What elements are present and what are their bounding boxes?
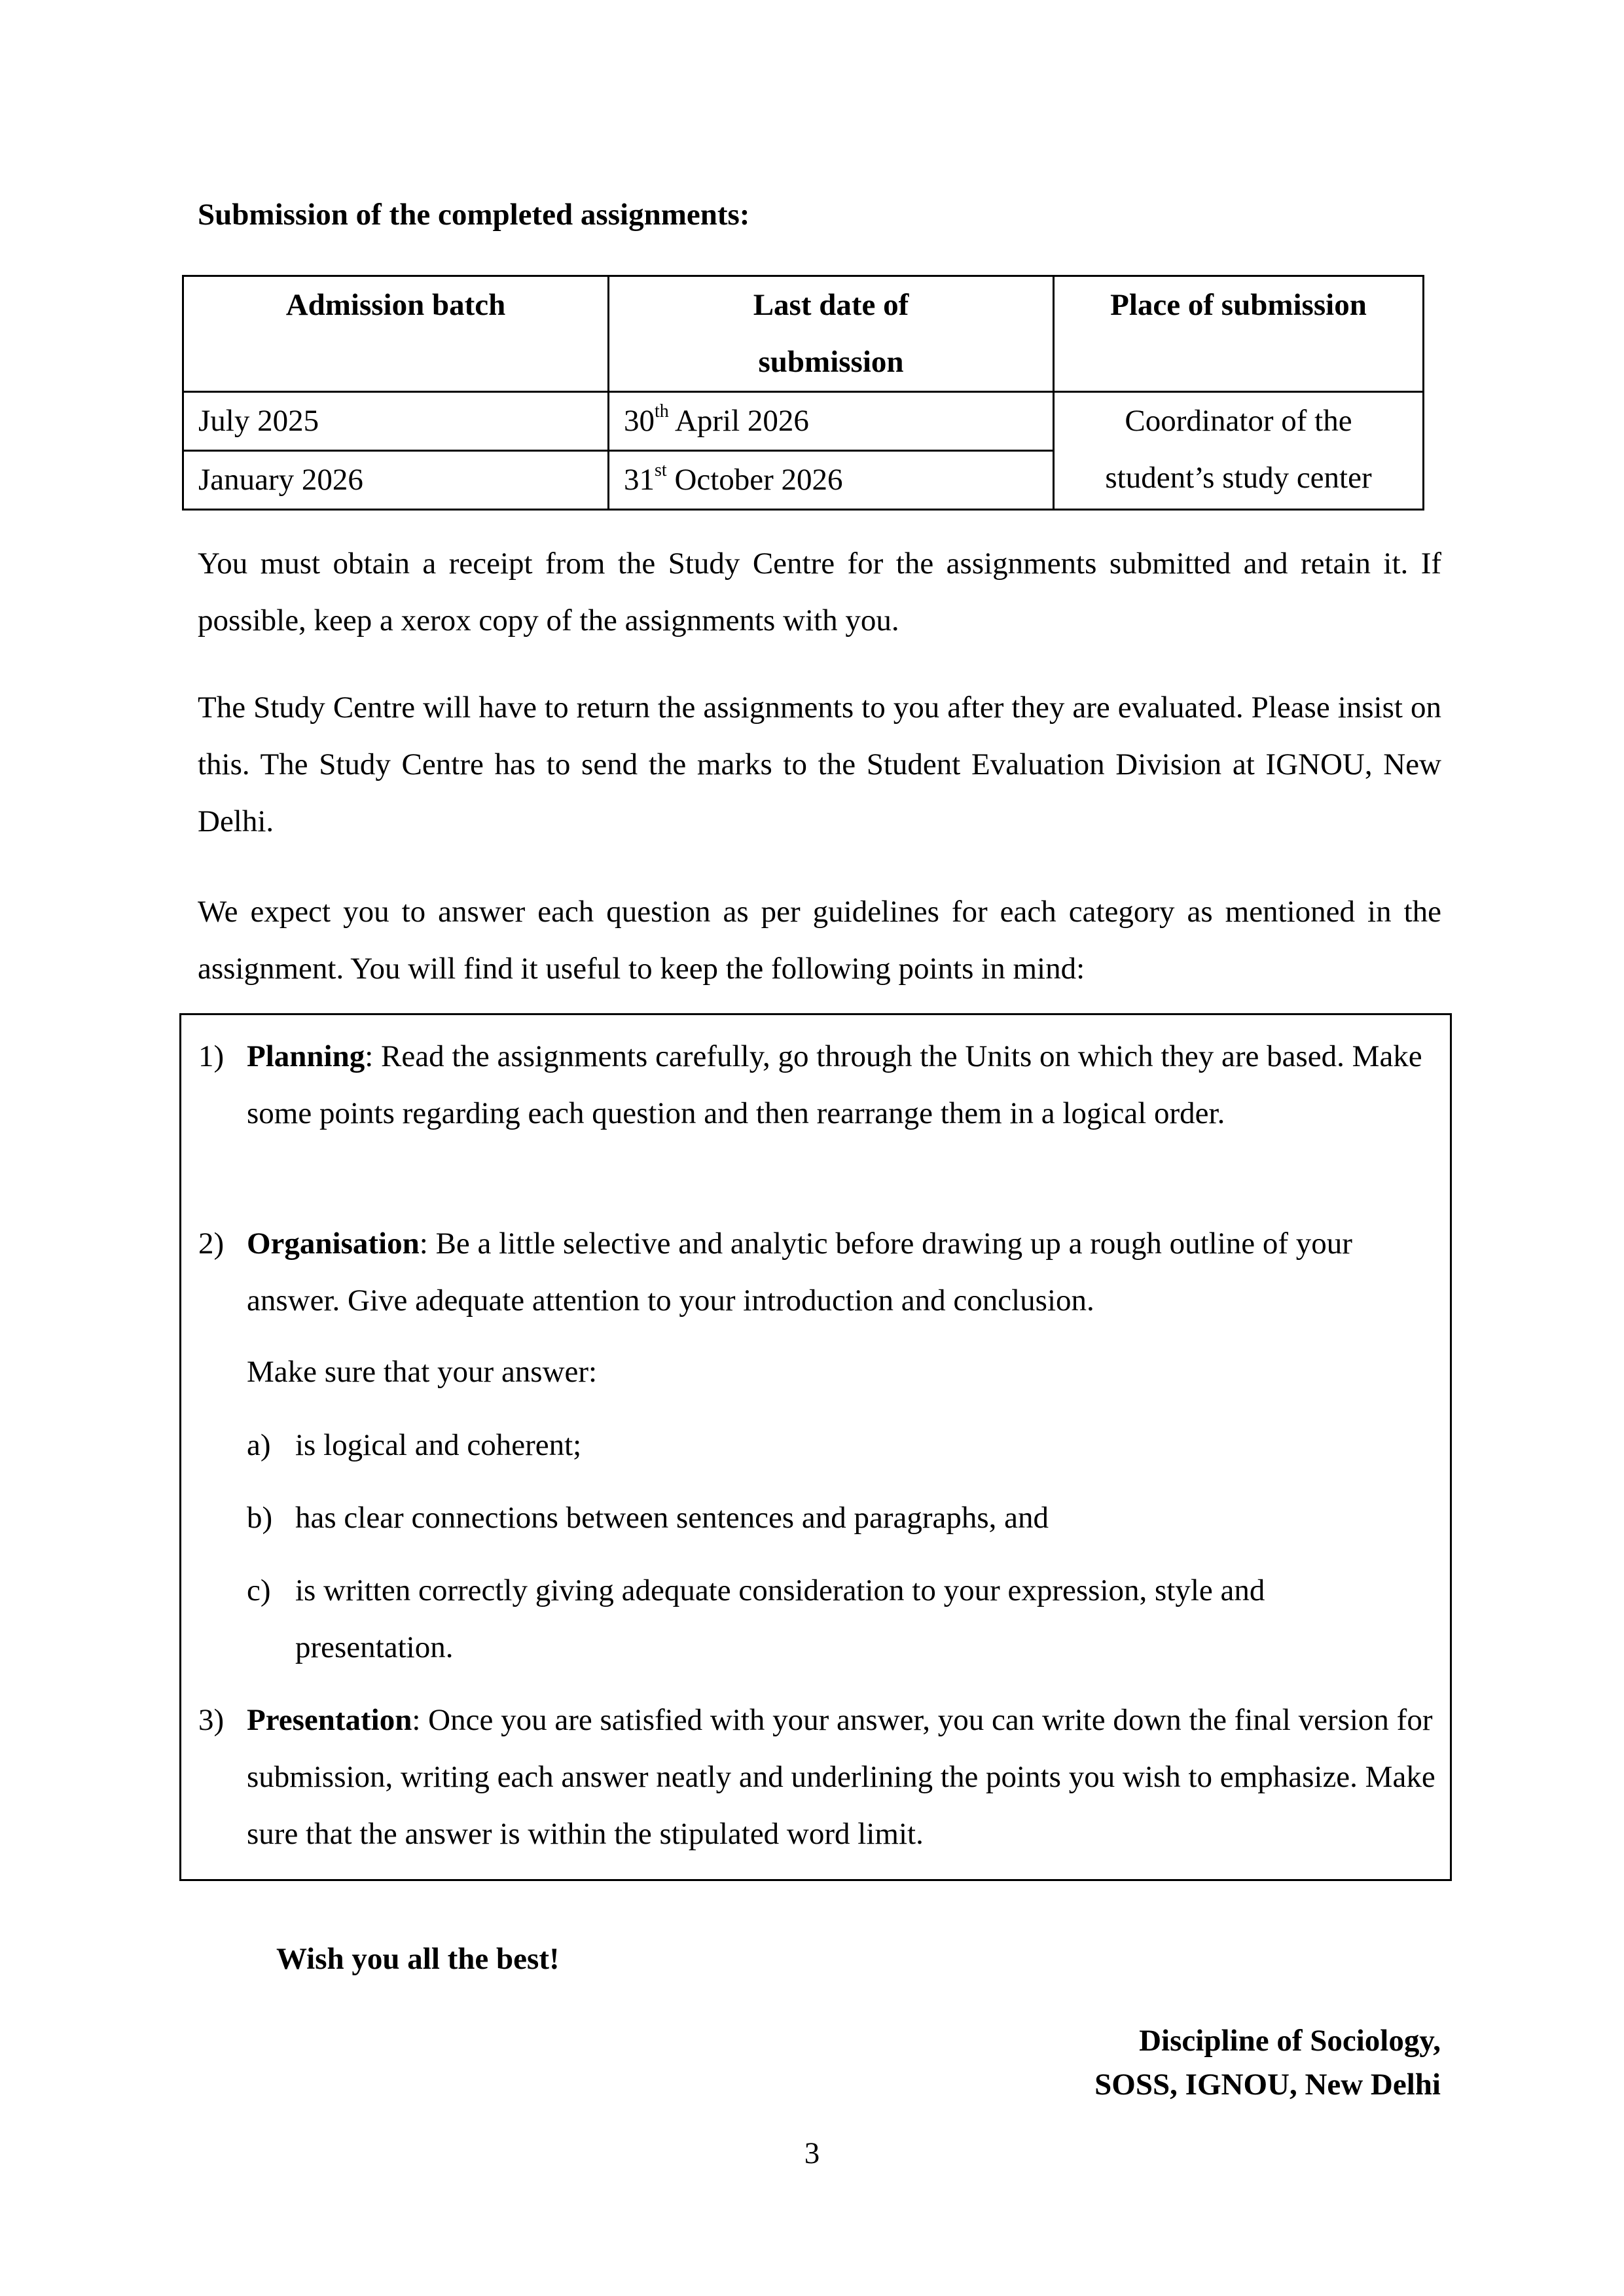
item-body: : Read the assignments carefully, go through the Units on which they are based. Make some points regarding each question and then rearrange them in a logical order.: [247, 1039, 1422, 1130]
column-header-text: Last date of submission: [753, 288, 909, 379]
date-day: 31: [624, 463, 655, 497]
item-text: [247, 1215, 1451, 1329]
date-rest: October 2026: [666, 463, 843, 497]
item-title: Organisation: [247, 1227, 420, 1261]
signature-line-1: Discipline of Sociology,: [1139, 2024, 1441, 2058]
date-cell: [609, 451, 1054, 510]
column-header: Place of submission: [1054, 276, 1424, 392]
item-title: Planning: [247, 1039, 365, 1073]
item-title: Presentation: [247, 1703, 412, 1737]
signature-line-2: SOSS, IGNOU, New Delhi: [1094, 2068, 1441, 2102]
item-text: [247, 1692, 1451, 1863]
page-number: 3: [804, 2136, 820, 2170]
date-day: 30: [624, 404, 655, 438]
item-body: : Once you are satisfied with your answer, you can write down the final version for submission, writing each answer neatly and underlining the points you wish to emphasize. Make sure that the answer is within the stipulated word limit.: [247, 1703, 1435, 1851]
date-suffix: th: [655, 401, 669, 422]
item-text: [247, 1028, 1451, 1142]
make-sure-text: Make sure that your answer:: [247, 1355, 598, 1389]
section-heading: Submission of the completed assignments:: [198, 198, 750, 232]
sub-item-text: has clear connections between sentences and paragraphs, and: [295, 1501, 1049, 1535]
column-header: [609, 276, 1054, 392]
column-header: Admission batch: [183, 276, 609, 392]
return-paragraph: The Study Centre will have to return the assignments to you after they are evaluated. Please insist on this. The Study Centre has to send the marks to the Student Evaluation Division at IGNOU, New Delhi.: [198, 691, 1441, 838]
place-cell: [1054, 392, 1424, 510]
guidelines-box: [179, 1013, 1452, 1881]
sub-item-label: c): [247, 1573, 271, 1607]
place-text: Coordinator of the student’s study center: [1105, 404, 1372, 495]
sub-item-label: a): [247, 1428, 271, 1462]
closing-wish: Wish you all the best!: [276, 1942, 560, 1976]
receipt-paragraph: You must obtain a receipt from the Study Centre for the assignments submitted and retain it. If possible, keep a xerox copy of the assignments with you.: [198, 547, 1441, 637]
item-body: : Be a little selective and analytic before drawing up a rough outline of your answer. Give adequate attention to your introduction and conclusion.: [247, 1227, 1352, 1318]
date-suffix: st: [655, 460, 667, 481]
item-number: 3): [198, 1703, 225, 1737]
table-row: [183, 392, 1424, 451]
batch-cell: January 2026: [183, 451, 609, 510]
sub-item-text: is written correctly giving adequate consideration to your expression, style and presentation.: [295, 1573, 1265, 1664]
expectation-paragraph: We expect you to answer each question as per guidelines for each category as mentioned in the assignment. You will find it useful to keep the following points in mind:: [198, 895, 1441, 986]
sub-item-label: b): [247, 1501, 273, 1535]
date-cell: [609, 392, 1054, 451]
date-rest: April 2026: [668, 404, 809, 438]
batch-cell: July 2025: [183, 392, 609, 451]
item-number: 2): [198, 1227, 225, 1261]
submission-table: [182, 275, 1424, 511]
sub-item-text: is logical and coherent;: [295, 1428, 582, 1462]
item-number: 1): [198, 1039, 225, 1073]
table-header-row: [183, 276, 1424, 392]
